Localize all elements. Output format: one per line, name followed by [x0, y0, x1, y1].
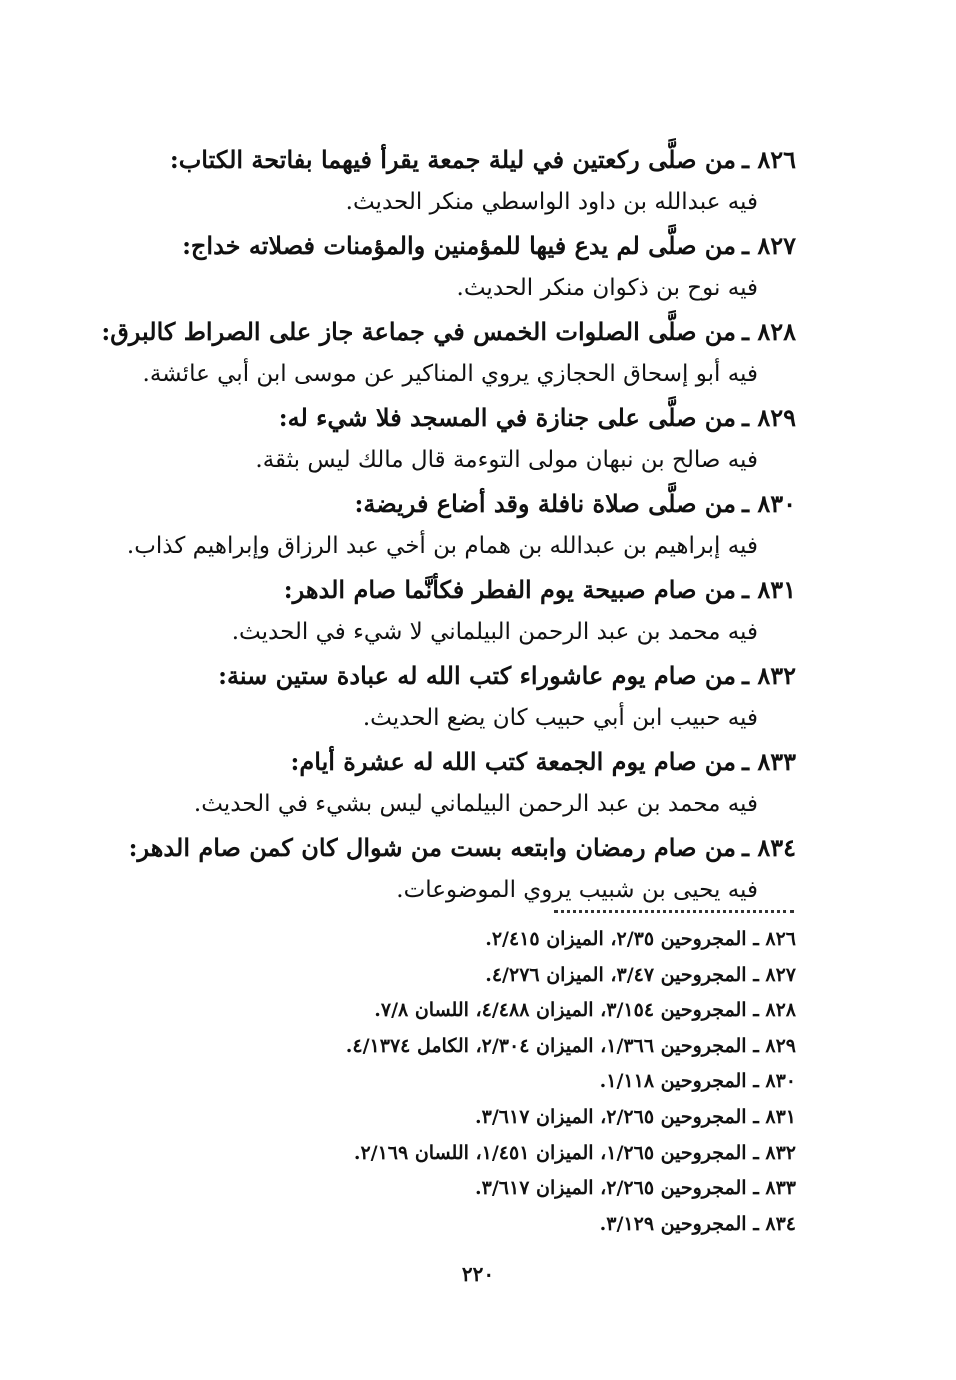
- entry-note: فيه يحيى بن شبيب يروي الموضوعات.: [396, 877, 758, 903]
- footnote-833: ٨٣٣ ـ المجروحين ٢/٢٦٥، الميزان ٣/٦١٧.: [475, 1177, 796, 1200]
- footnote-826: ٨٢٦ ـ المجروحين ٢/٣٥، الميزان ٢/٤١٥.: [485, 928, 796, 950]
- entry-note: فيه صالح بن نبهان مولى التوءمة قال مالك ليس بثقة.: [255, 447, 758, 473]
- footnotes-list: [96, 922, 796, 1242]
- entry-note: فيه عبدالله بن داود الواسطي منكر الحديث.: [345, 189, 758, 215]
- footnote-831: ٨٣١ ـ المجروحين ٢/٢٦٥، الميزان ٣/٦١٧.: [475, 1105, 796, 1128]
- entry-heading: [116, 224, 796, 267]
- entry-826: [116, 138, 796, 224]
- entry-831: [116, 568, 796, 654]
- entry-heading: [116, 568, 796, 611]
- entry-number: ٨٣٣ ـ: [741, 747, 796, 776]
- entry-number: ٨٢٧ ـ: [741, 231, 796, 260]
- entry-number: ٨٢٦ ـ: [741, 145, 796, 174]
- footnote-829: ٨٢٩ ـ المجروحين ١/٣٦٦، الميزان ٢/٣٠٤، الكامل ٤/١٣٧٤.: [345, 1034, 796, 1057]
- entry-heading: [116, 396, 796, 439]
- entry-title: من صلَّى ركعتين في ليلة جمعة يقرأ فيهما بفاتحة الكتاب:: [169, 145, 736, 174]
- entry-title: من صلَّى الصلوات الخمس في جماعة جاز على الصراط كالبرق:: [101, 317, 736, 346]
- entry-834: [116, 826, 796, 912]
- entry-heading: [116, 138, 796, 181]
- entry-note: فيه محمد بن عبد الرحمن البيلماني ليس بشيء في الحديث.: [193, 791, 758, 817]
- entry-number: ٨٣٤ ـ: [741, 833, 796, 862]
- entry-title: من صلَّى على جنازة في المسجد فلا شيء له:: [278, 403, 736, 432]
- entry-note: فيه محمد بن عبد الرحمن البيلماني لا شيء في الحديث.: [231, 619, 758, 645]
- page-number: ٢٢٠: [461, 1262, 495, 1286]
- footnote-834: ٨٣٤ ـ المجروحين ٣/١٢٩.: [599, 1212, 796, 1235]
- entry-number: ٨٢٨ ـ: [741, 317, 796, 346]
- entry-heading: [116, 482, 796, 525]
- entry-title: من صام يوم عاشوراء كتب الله له عبادة ستين سنة:: [218, 661, 736, 690]
- entry-heading: [116, 654, 796, 697]
- entry-828: [101, 310, 796, 396]
- footnote-separator: [554, 910, 794, 913]
- entry-title: من صام رمضان وابتعه بست من شوال كان كمن صام الدهر:: [128, 833, 736, 862]
- entry-833: [116, 740, 796, 826]
- entry-heading: [101, 310, 796, 353]
- entry-830: [116, 482, 796, 568]
- footnote-828: ٨٢٨ ـ المجروحين ٣/١٥٤، الميزان ٤/٤٨٨، اللسان ٧/٨.: [374, 999, 796, 1022]
- entry-title: من صام يوم الجمعة كتب الله له عشرة أيام:: [290, 747, 736, 776]
- footnote-832: ٨٣٢ ـ المجروحين ١/٢٦٥، الميزان ١/٤٥١، اللسان ٢/١٦٩.: [353, 1141, 796, 1164]
- entry-829: [116, 396, 796, 482]
- entry-832: [116, 654, 796, 740]
- entry-note: فيه حبيب ابن أبي حبيب كان يضع الحديث.: [362, 705, 758, 731]
- entry-title: من صلَّى صلاة نافلة وقد أضاع فريضة:: [354, 489, 736, 518]
- entry-note: فيه نوح بن ذكوان منكر الحديث.: [456, 275, 758, 301]
- entry-note: فيه إبراهيم بن عبدالله بن همام بن أخي عبد الرزاق وإبراهيم كذاب.: [126, 533, 758, 559]
- entry-number: ٨٣٢ ـ: [741, 661, 796, 690]
- entry-number: ٨٣٠ ـ: [741, 489, 796, 518]
- entry-note: فيه أبو إسحاق الحجازي يروي المناكير عن موسى ابن أبي عائشة.: [142, 361, 758, 387]
- entry-number: ٨٢٩ ـ: [741, 403, 796, 432]
- entry-heading: [116, 740, 796, 783]
- footnote-827: ٨٢٧ ـ المجروحين ٣/٤٧، الميزان ٤/٢٧٦.: [485, 963, 796, 986]
- entry-heading: [116, 826, 796, 869]
- entries-list: [101, 138, 796, 912]
- entry-title: من صلَّى لم يدع فيها للمؤمنين والمؤمنات فصلاته خداج:: [182, 231, 736, 260]
- footnote-830: ٨٣٠ ـ المجروحين ١/١١٨.: [599, 1070, 796, 1093]
- entry-827: [116, 224, 796, 310]
- entry-title: من صام صبيحة يوم الفطر فكأنَّما صام الدهر:: [283, 575, 736, 604]
- entry-number: ٨٣١ ـ: [741, 575, 796, 604]
